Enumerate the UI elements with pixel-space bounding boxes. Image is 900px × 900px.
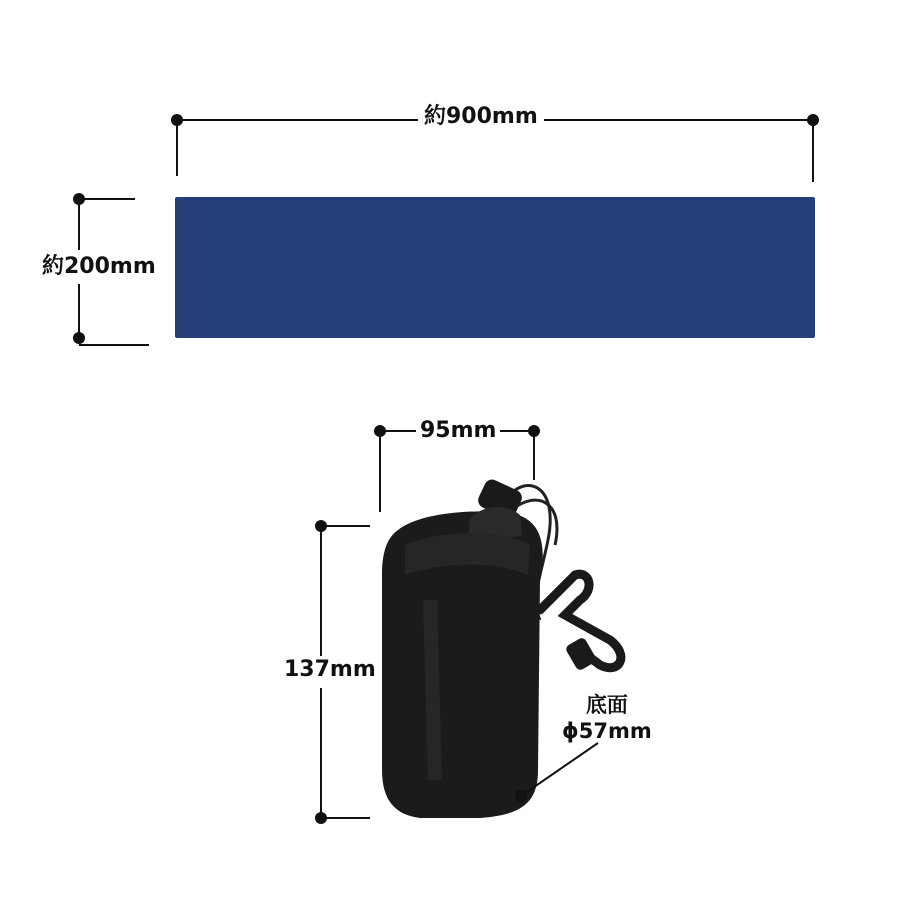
towel-width-dimension bbox=[177, 120, 813, 182]
dimension-dot bbox=[73, 193, 85, 205]
dimension-dot bbox=[528, 425, 540, 437]
dimension-dot bbox=[315, 812, 327, 824]
dimension-dot bbox=[171, 114, 183, 126]
dimension-dot bbox=[807, 114, 819, 126]
pouch-highlight bbox=[430, 600, 435, 780]
pouch-height-label: 137mm bbox=[284, 657, 376, 682]
towel-width-label: 約900mm bbox=[418, 106, 544, 128]
dimension-dot bbox=[374, 425, 386, 437]
pouch-base-label-line2: ϕ57mm bbox=[562, 719, 652, 744]
pouch-base-label bbox=[562, 692, 652, 745]
carabiner-clip bbox=[564, 636, 597, 671]
dimension-dot bbox=[73, 332, 85, 344]
pouch-illustration bbox=[382, 477, 621, 818]
dimension-dot bbox=[315, 520, 327, 532]
pouch-base-label-line1: 底面 bbox=[585, 693, 628, 717]
towel-illustration bbox=[175, 197, 815, 338]
towel-height-label: 約200mm bbox=[42, 254, 156, 279]
pouch-width-label: 95mm bbox=[416, 420, 500, 442]
